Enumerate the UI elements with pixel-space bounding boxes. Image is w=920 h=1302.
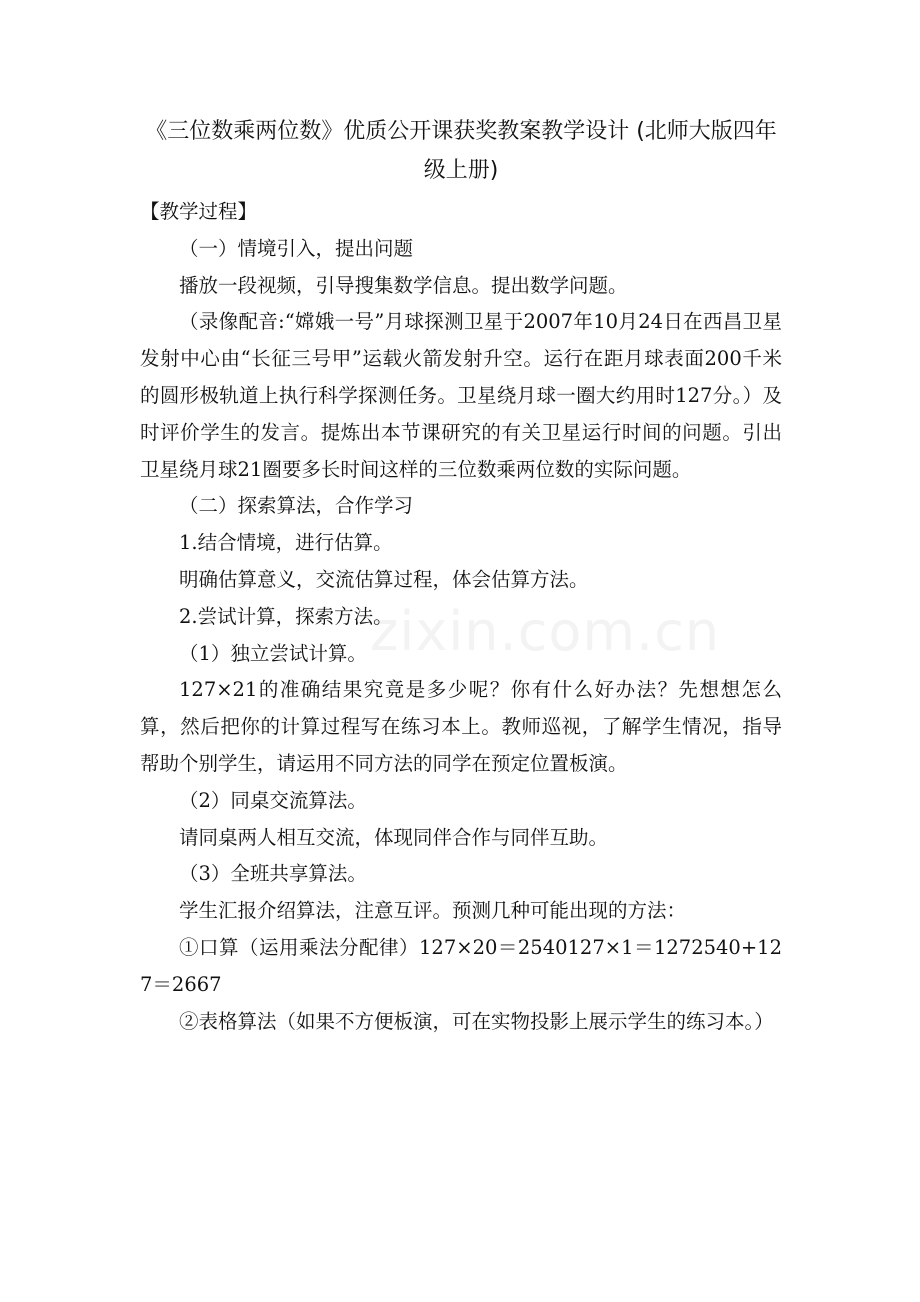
- paragraph: 1.结合情境，进行估算。: [179, 531, 393, 555]
- paragraph: 播放一段视频，引导搜集数学信息。提出数学问题。: [179, 273, 628, 297]
- subsection-heading-2: （二）探索算法，合作学习: [179, 494, 414, 518]
- paragraph: 明确估算意义，交流估算过程，体会估算方法。: [179, 567, 589, 591]
- paragraph: ①口算（运用乘法分配律）127×20＝2540127×1＝1272540+127＝2667: [140, 935, 782, 996]
- paragraph: （2）同桌交流算法。: [179, 788, 367, 812]
- paragraph: （3）全班共享算法。: [179, 862, 367, 886]
- subsection-heading-1: （一）情境引入，提出问题: [179, 236, 414, 260]
- paragraph: 127×21的准确结果究竟是多少呢？你有什么好办法？先想想怎么算，然后把你的计算过程写在练习本上。教师巡视，了解学生情况，指导帮助个别学生，请运用不同方法的同学在预定位置板演。: [140, 678, 782, 775]
- watermark-text: zixin.com.cn: [370, 600, 721, 663]
- paragraph: ②表格算法（如果不方便板演，可在实物投影上展示学生的练习本。）: [179, 1009, 774, 1033]
- paragraph: 2.尝试计算，探索方法。: [179, 604, 393, 628]
- document-title: 《三位数乘两位数》优质公开课获奖教案教学设计 (北师大版四年级上册): [145, 119, 777, 183]
- paragraph: 请同桌两人相互交流，体现同伴合作与同伴互助。: [179, 825, 609, 849]
- document-page: [140, 112, 782, 1040]
- paragraph: 学生汇报介绍算法，注意互评。预测几种可能出现的方法：: [179, 899, 687, 923]
- paragraph: （录像配音:“嫦娥一号”月球探测卫星于2007年10月24日在西昌卫星发射中心由“长征三号甲”运载火箭发射升空。运行在距月球表面200千米的圆形极轨道上执行科学探测任务。卫星绕月球一圈大约用时127分。）及时评价学生的发言。提炼出本节课研究的有关卫星运行时间的问题。引出卫星绕月球21圈要多长时间这样的三位数乘两位数的实际问题。: [140, 310, 782, 481]
- paragraph: （1）独立尝试计算。: [179, 641, 367, 665]
- section-heading-process: 【教学过程】: [140, 200, 258, 223]
